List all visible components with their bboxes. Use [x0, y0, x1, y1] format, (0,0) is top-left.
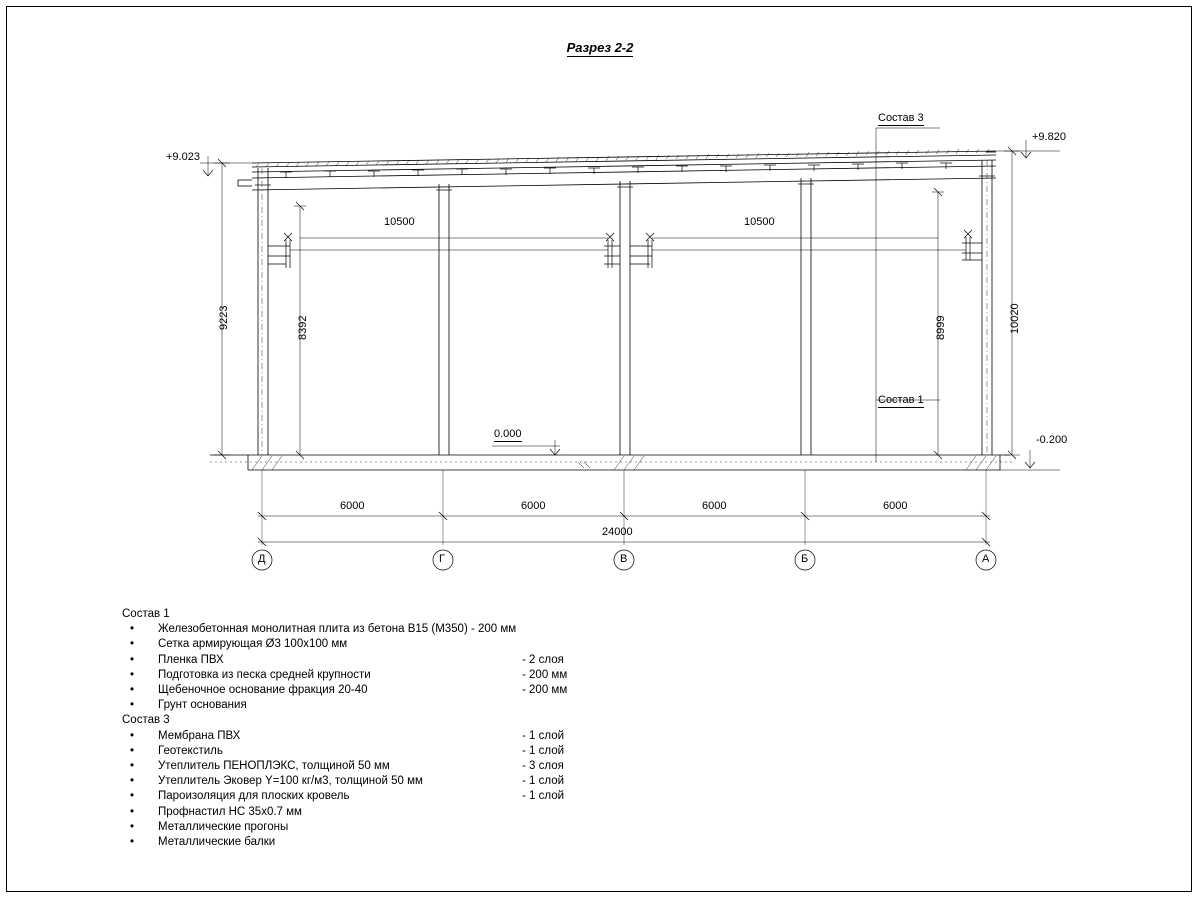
callout-roof-build-up: Состав 3	[878, 112, 924, 124]
drawing-title-text: Разрез 2-2	[566, 40, 634, 55]
spec-row-text: Пленка ПВХ	[158, 653, 224, 666]
spec-row-text: Геотекстиль	[158, 744, 223, 757]
spec-row-text: Пароизоляция для плоских кровель	[158, 790, 350, 803]
spec-row	[122, 729, 565, 744]
spec-row	[122, 820, 516, 835]
spec-row-value: - 200 мм	[522, 684, 568, 697]
spec-row	[122, 759, 564, 774]
spec-row	[122, 698, 516, 713]
elevation-top-right: +9.820	[1032, 131, 1066, 143]
spec-row-text: Утеплитель Эковер Y=100 кг/м3, толщиной 50 мм	[158, 775, 423, 788]
spec-row	[122, 683, 568, 698]
bullet-icon: •	[130, 744, 135, 757]
spec-row-text: Металлические прогоны	[158, 820, 289, 833]
spec-row-text: Железобетонная монолитная плита из бетона B15 (М350) - 200 мм	[158, 623, 517, 636]
spec-row-text: Профнастил НС 35х0.7 мм	[158, 805, 302, 818]
spec-row	[122, 805, 516, 820]
total-dim: 24000	[602, 526, 633, 538]
bullet-icon: •	[130, 805, 135, 818]
bay-dim-4: 6000	[883, 500, 908, 512]
spec-row	[122, 774, 565, 789]
bullet-icon: •	[130, 699, 135, 712]
bullet-icon: •	[130, 760, 135, 773]
elevation-top-left: +9.023	[166, 151, 200, 163]
spec-row-text: Металлические балки	[158, 836, 276, 849]
spec-heading-3: Состав 3	[122, 714, 170, 727]
axis-label-b: Б	[801, 553, 809, 565]
spec-row	[122, 835, 516, 850]
spec-row-text: Утеплитель ПЕНОПЛЭКС, толщиной 50 мм	[158, 760, 390, 773]
vdim-right-overall: 10020	[1009, 303, 1021, 334]
bullet-icon: •	[130, 668, 135, 681]
bay-dim-1: 6000	[340, 500, 365, 512]
bullet-icon: •	[130, 775, 135, 788]
spec-row-text: Сетка армирующая Ø3 100х100 мм	[158, 638, 348, 651]
bullet-icon: •	[130, 820, 135, 833]
bay-dim-3: 6000	[702, 500, 727, 512]
spec-row	[122, 668, 568, 683]
vdim-left-column: 8392	[297, 315, 309, 340]
span-label-left: 10500	[384, 216, 415, 228]
bullet-icon: •	[130, 790, 135, 803]
spec-row	[122, 744, 565, 759]
spec-row-text: Подготовка из песка средней крупности	[158, 668, 371, 681]
bullet-icon: •	[130, 653, 135, 666]
spec-row-value: - 1 слой	[522, 729, 565, 742]
vdim-left-overall: 9223	[218, 305, 230, 330]
spec-row-value: - 200 мм	[522, 668, 568, 681]
span-label-right: 10500	[744, 216, 775, 228]
elevation-ground: 0.000	[494, 428, 522, 440]
spec-row-value: - 1 слой	[522, 775, 565, 788]
spec-row	[122, 622, 516, 637]
spec-row	[122, 637, 516, 652]
bullet-icon: •	[130, 623, 135, 636]
axis-label-a: А	[982, 553, 990, 565]
axis-label-v: В	[620, 553, 628, 565]
spec-row-value: - 3 слоя	[522, 760, 564, 773]
bay-dim-2: 6000	[521, 500, 546, 512]
spec-heading-1: Состав 1	[122, 608, 170, 620]
spec-row	[122, 789, 565, 804]
spec-row-text: Щебеночное основание фракция 20-40	[158, 684, 368, 697]
bullet-icon: •	[130, 684, 135, 697]
spec-row	[122, 653, 564, 668]
elevation-footing: -0.200	[1036, 434, 1068, 446]
specification-block	[122, 607, 568, 850]
bullet-icon: •	[130, 638, 135, 651]
bullet-icon: •	[130, 729, 135, 742]
axis-label-d: Д	[258, 553, 266, 565]
spec-row-value: - 1 слой	[522, 744, 565, 757]
vdim-right-column: 8999	[935, 315, 947, 340]
callout-floor-build-up: Состав 1	[878, 394, 924, 406]
bullet-icon: •	[130, 836, 135, 849]
spec-row-text: Грунт основания	[158, 699, 247, 712]
spec-row-text: Мембрана ПВХ	[158, 729, 241, 742]
axis-label-g: Г	[439, 553, 445, 565]
spec-row-value: - 2 слоя	[522, 653, 564, 666]
spec-row-value: - 1 слой	[522, 790, 565, 803]
